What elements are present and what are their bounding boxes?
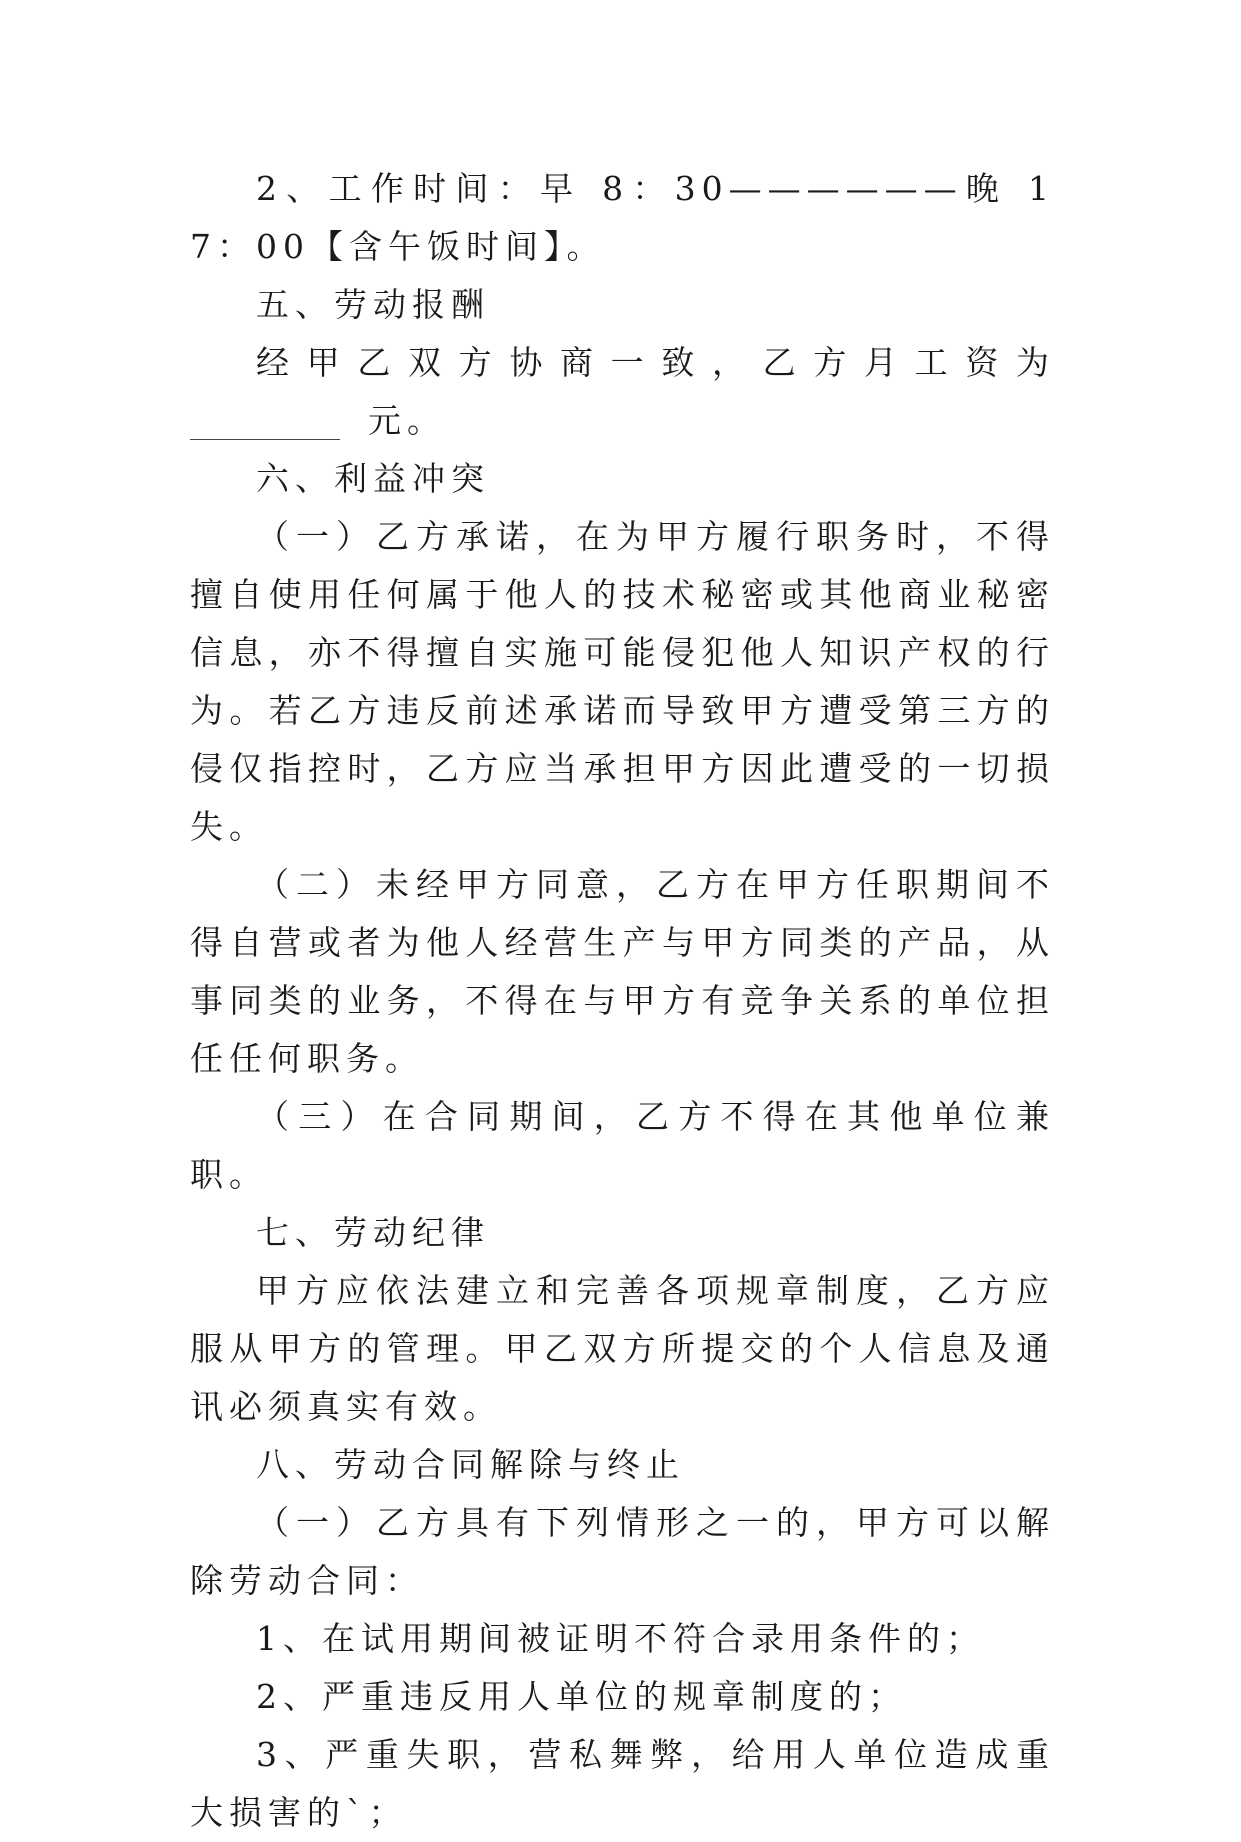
discipline-paragraph: 甲方应依法建立和完善各项规章制度，乙方应服从甲方的管理。甲乙双方所提交的个人信息及通讯必须真实有效。 (190, 1271, 1055, 1426)
section-7-heading: 七、劳动纪律 (256, 1213, 490, 1252)
termination-clause-1: （一）乙方具有下列情形之一的，甲方可以解除劳动合同： (190, 1503, 1055, 1600)
work-hours-paragraph: 2、工作时间：早 8：30——————晚 17：00【含午饭时间】。 (190, 169, 1055, 266)
salary-paragraph (190, 334, 1055, 450)
salary-text: 经甲乙双方协商一致，乙方月工资为 (256, 343, 1055, 382)
termination-item-2: 2、严重违反用人单位的规章制度的； (256, 1677, 907, 1716)
conflict-clause-1: （一）乙方承诺，在为甲方履行职务时，不得擅自使用任何属于他人的技术秘密或其他商业秘密信息，亦不得擅自实施可能侵犯他人知识产权的行为。若乙方违反前述承诺而导致甲方遭受第三方的侵仅指控时，乙方应当承担甲方因此遭受的一切损失。 (190, 517, 1055, 846)
section-8-heading: 八、劳动合同解除与终止 (256, 1445, 685, 1484)
conflict-clause-3: （三）在合同期间，乙方不得在其他单位兼职。 (190, 1097, 1055, 1194)
section-5-heading: 五、劳动报酬 (256, 285, 490, 324)
termination-item-1: 1、在试用期间被证明不符合录用条件的； (256, 1619, 985, 1658)
section-6-heading: 六、利益冲突 (256, 459, 490, 498)
salary-blank-line (190, 405, 340, 440)
termination-item-3: 3、严重失职，营私舞弊，给用人单位造成重大损害的`； (190, 1735, 1055, 1832)
document-body (190, 160, 1055, 1842)
conflict-clause-2: （二）未经甲方同意，乙方在甲方任职期间不得自营或者为他人经营生产与甲方同类的产品，从事同类的业务，不得在与甲方有竞争关系的单位担任任何职务。 (190, 865, 1055, 1078)
salary-unit: 元。 (368, 401, 446, 440)
